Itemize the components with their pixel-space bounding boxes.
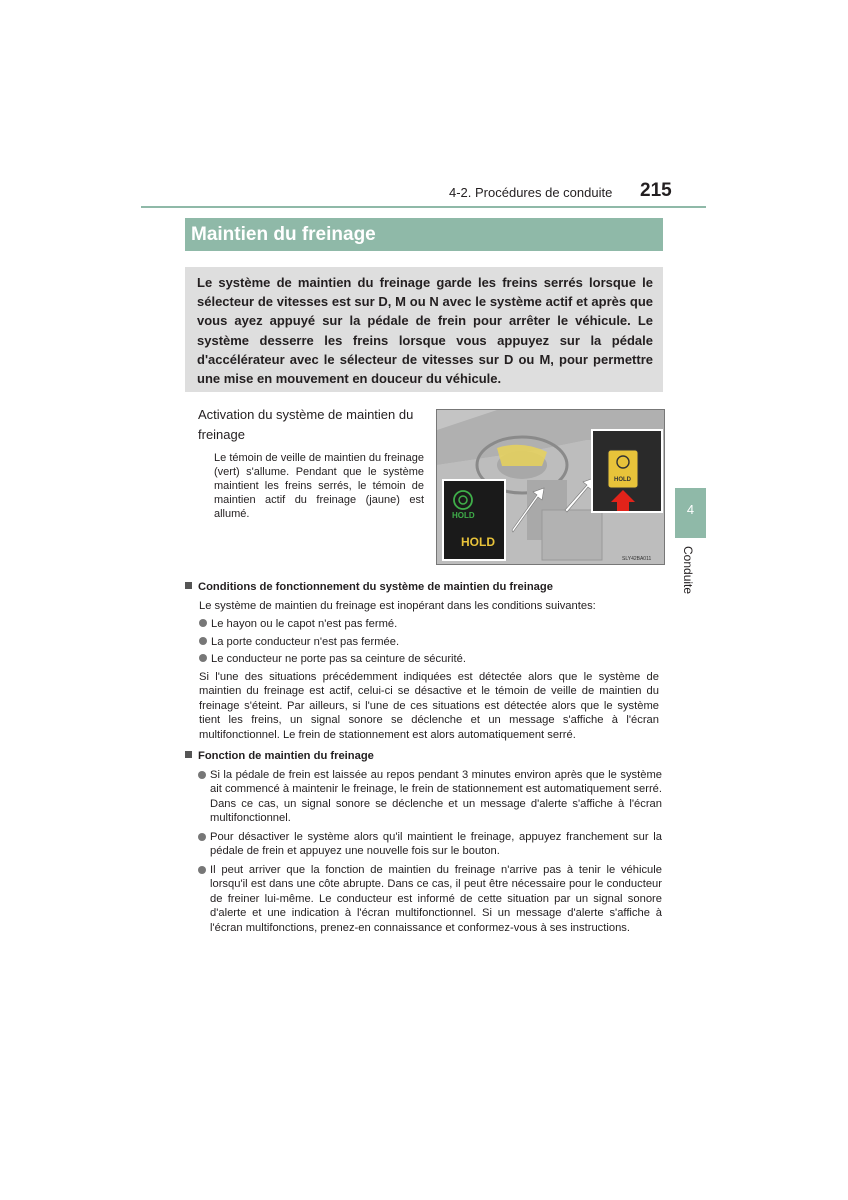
- list-item-text: Le hayon ou le capot n'est pas fermé.: [211, 618, 398, 630]
- function-heading-row: [185, 749, 663, 764]
- dashboard-illustration: [436, 409, 665, 565]
- round-bullet-icon: [199, 654, 207, 662]
- conditions-lead: Le système de maintien du freinage est inopérant dans les conditions suivantes:: [199, 599, 596, 612]
- hold-button-label: HOLD: [614, 477, 631, 483]
- round-bullet-icon: [198, 833, 206, 841]
- activation-title: Activation du système de maintien du freinage: [198, 407, 414, 442]
- list-item: [198, 768, 663, 826]
- round-bullet-icon: [198, 866, 206, 874]
- page-title: Maintien du freinage: [185, 218, 663, 251]
- list-item-text: Il peut arriver que la fonction de maintien du freinage n'arrive pas à tenir le véhicule lorsqu'il est dans une côte abrupte. Dans ce cas, il peut être nécessaire pour le conducteur de freiner lui-même. Le conducteur est informé de cette situation par un signal sonore d'alerte et une indication à l'écran multifonctionnel. Si un message d'alerte s'affiche à l'écran multifonctions, prenez-en connaissance et conformez-vous à ses instructions.: [210, 863, 662, 934]
- activation-description: Le témoin de veille de maintien du freinage (vert) s'allume. Pendant que le système maintient les freins serrés, le témoin de maintien actif du freinage (jaune) est allumé.: [214, 452, 424, 520]
- square-bullet-icon: [185, 582, 192, 589]
- hold-active-indicator: HOLD: [461, 535, 495, 549]
- conditions-section: [185, 580, 663, 742]
- header-section-title: 4-2. Procédures de conduite: [449, 185, 613, 200]
- conditions-body: [185, 599, 663, 743]
- intro-box: Le système de maintien du freinage garde les freins serrés lorsque le sélecteur de vitesses est sur D, M ou N avec le système actif et après que vous ayez appuyé sur la pédale de frein pour arrêter le véhicule. Le système desserre les freins lorsque vous appuyez sur la pédale d'accélérateur avec le sélecteur de vitesses sur D ou M, pour permettre une mise en mouvement en douceur du véhicule.: [185, 267, 663, 392]
- figure-code: SLY42BA011: [622, 556, 652, 562]
- list-item: [198, 830, 663, 859]
- header-divider: [141, 206, 706, 208]
- list-item-text: Le conducteur ne porte pas sa ceinture de sécurité.: [211, 653, 466, 665]
- round-bullet-icon: [198, 771, 206, 779]
- conditions-heading-row: [185, 580, 663, 595]
- dashboard-drawing: [437, 410, 664, 564]
- conditions-heading: Conditions de fonctionnement du système de maintien du freinage: [198, 581, 553, 593]
- list-item-text: Pour désactiver le système alors qu'il maintient le freinage, appuyez franchement sur la pédale de frein et appuyez une nouvelle fois sur le bouton.: [210, 830, 662, 857]
- function-section: [185, 749, 663, 939]
- chapter-label: Conduite: [681, 546, 695, 595]
- square-bullet-icon: [185, 751, 192, 758]
- list-item: [199, 652, 663, 667]
- list-item: [199, 617, 663, 632]
- function-heading: Fonction de maintien du freinage: [198, 750, 374, 762]
- hold-standby-indicator: HOLD: [452, 511, 475, 520]
- list-item-text: Si la pédale de frein est laissée au repos pendant 3 minutes environ après que le système ait commencé à maintenir le freinage, le frein de stationnement est automatiquement serré. Dans ce cas, un signal sonore se déclenche et un message d'alerte s'affiche à l'écran multifonctionnel.: [210, 768, 662, 824]
- list-item: [199, 635, 663, 650]
- list-item: [198, 863, 663, 936]
- round-bullet-icon: [199, 637, 207, 645]
- page-number: 215: [640, 180, 672, 201]
- conditions-paragraph: Si l'une des situations précédemment indiquées est détectée alors que le système de maintien du freinage est actif, celui-ci se désactive et le témoin de veille de maintien du freinage s'éteint. Par ailleurs, si l'une de ces situations est détectée alors que le système tient les freins, un signal sonore se déclenche et un message s'affiche à l'écran multifonctionnel. Le frein de stationnement est alors automatiquement serré.: [199, 670, 659, 741]
- round-bullet-icon: [199, 619, 207, 627]
- list-item-text: La porte conducteur n'est pas fermée.: [211, 635, 400, 648]
- function-list: [185, 768, 663, 936]
- conditions-list: [199, 617, 663, 667]
- chapter-tab[interactable]: 4: [675, 488, 706, 538]
